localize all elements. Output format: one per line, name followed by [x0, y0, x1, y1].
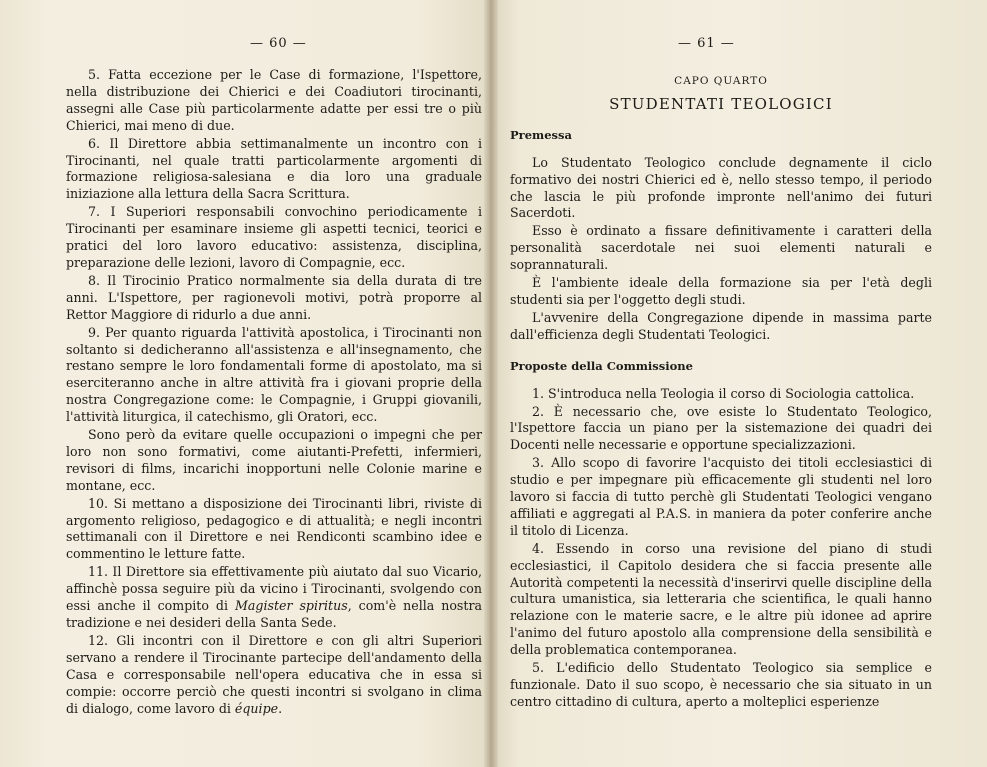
premessa-paragraph-1: Lo Studentato Teologico conclude degnamente il ciclo formativo dei nostri Chierici ed è, nello stesso tempo, il periodo che lascia le più profonde impronte nell'animo dei futuri Sacerdoti. [510, 154, 932, 221]
italic-magister-spiritus: Magister spiritus [234, 598, 348, 614]
chapter-label: CAPO QUARTO [674, 75, 768, 87]
section-heading-premessa: Premessa [510, 127, 572, 142]
section-heading-proposte: Proposte della Commissione [510, 358, 693, 373]
italic-equipe: équipe [234, 700, 279, 716]
proposta-3: 3. Allo scopo di favorire l'acquisto dei titoli ecclesiastici di studio e per impegnare più efficacemente gli studenti nel loro lavoro si faccia di tutto perchè gli Studentati Teologici vengano affiliati e aggregati al P.A.S. in maniera da poter conferire anche il titolo di Licenza. [510, 455, 932, 538]
proposta-1: 1. S'introduca nella Teologia il corso di Sociologia cattolica. [532, 385, 915, 401]
proposta-5: 5. L'edificio dello Studentato Teologico sia semplice e funzionale. Dato il suo scopo, è necessario che sia situato in un centro cittadino di cultura, aperto a molteplici esperienze [510, 660, 932, 709]
paragraph-11: 11. Il Direttore sia effettivamente più aiutato dal suo Vicario, affinchè possa seguire più da vicino i Tirocinanti, svolgendo con essi anche il compito di Magister spiritus, com'è nella nostra tradizione e nei desideri della Santa Sede. [66, 564, 482, 630]
paragraph-12: 12. Gli incontri con il Direttore e con gli altri Superiori servano a rendere il Tirocinante partecipe dell'andamento della Casa e corresponsabile nell'opera educativa che in essa si compie: occorre perciò che questi incontri si svolgano in clima di dialogo, come lavoro di équipe. [66, 632, 482, 716]
premessa-paragraph-4: L'avvenire della Congregazione dipende in massima parte dall'efficienza degli Studentati Teologici. [510, 309, 932, 342]
page-number-right: — 61 — [678, 36, 735, 51]
premessa-paragraph-3: È l'ambiente ideale della formazione sia per l'età degli studenti sia per l'oggetto degli studi. [510, 275, 932, 307]
paragraph-8: 8. Il Tirocinio Pratico normalmente sia della durata di tre anni. L'Ispettore, per ragionevoli motivi, potrà proporre al Rettor Maggiore di ridurlo a due anni. [66, 272, 482, 322]
left-page-body [66, 67, 482, 718]
paragraph-7: 7. I Superiori responsabili convochino periodicamente i Tirocinanti per esaminare insieme gli aspetti tecnici, teorici e pratici del loro lavoro educativo: assistenza, disciplina, preparazione delle lezioni, lavoro di Compagnie, ecc. [66, 204, 482, 270]
paragraph-5: 5. Fatta eccezione per le Case di formazione, l'Ispettore, nella distribuzione dei Chierici e dei Coadiutori tirocinanti, assegni alle Case più particolarmente adatte per essi tre o più Chierici, mai meno di due. [66, 67, 482, 133]
paragraph-6: 6. Il Direttore abbia settimanalmente un incontro con i Tirocinanti, nel quale tratti particolarmente argomenti di formazione religiosa-salesiana e dia loro una graduale iniziazione alla lettura della Sacra Scrittura. [66, 135, 482, 202]
paragraph-10: 10. Si mettano a disposizione dei Tirocinanti libri, riviste di argomento religioso, pedagogico e di attualità; e negli incontri settimanali con il Direttore e nei Rendiconti scambino idee e commentino le letture fatte. [66, 495, 482, 562]
paragraph-9: 9. Per quanto riguarda l'attività apostolica, i Tirocinanti non soltanto si dedicheranno all'assistenza e all'insegnamento, che restano sempre le loro fondamentali forme di apostolato, ma si eserciteranno anche in altre attività fra i giovani proprie della nostra Congregazione come: le Compagnie, i Gruppi giovanili, l'attività liturgica, il catechismo, gli Oratori, ecc. [66, 324, 482, 425]
chapter-title: STUDENTATI TEOLOGICI [609, 94, 833, 113]
proposta-2: 2. È necessario che, ove esiste lo Studentato Teologico, l'Ispettore faccia un piano per la sistemazione dei quadri dei Docenti nelle necessarie e opportune specializzazioni. [510, 403, 932, 453]
right-page-body [510, 65, 932, 712]
paragraph-9-continued: Sono però da evitare quelle occupazioni o impegni che per loro non sono formativi, come aiutanti-Prefetti, infermieri, revisori di films, incarichi inopportuni nelle Colonie marine e montane, ecc. [66, 427, 482, 493]
right-page [490, 0, 987, 767]
left-page [0, 0, 490, 767]
book-gutter [484, 0, 498, 767]
page-number-left: — 60 — [250, 36, 307, 51]
proposta-4: 4. Essendo in corso una revisione del piano di studi ecclesiastici, il Capitolo desidera che si faccia presente alle Autorità competenti la necessità d'inserirvi quelle discipline della cultura umanistica, sia letteraria che scientifica, le quali hanno relazione con le materie sacre, e le altre più idonee ad aprire l'animo del futuro apostolo alla comprensione della sensibilità e della problematica contemporanea. [510, 540, 932, 658]
premessa-paragraph-2: Esso è ordinato a fissare definitivamente i caratteri della personalità sacerdotale nei suoi elementi naturali e soprannaturali. [510, 223, 932, 273]
